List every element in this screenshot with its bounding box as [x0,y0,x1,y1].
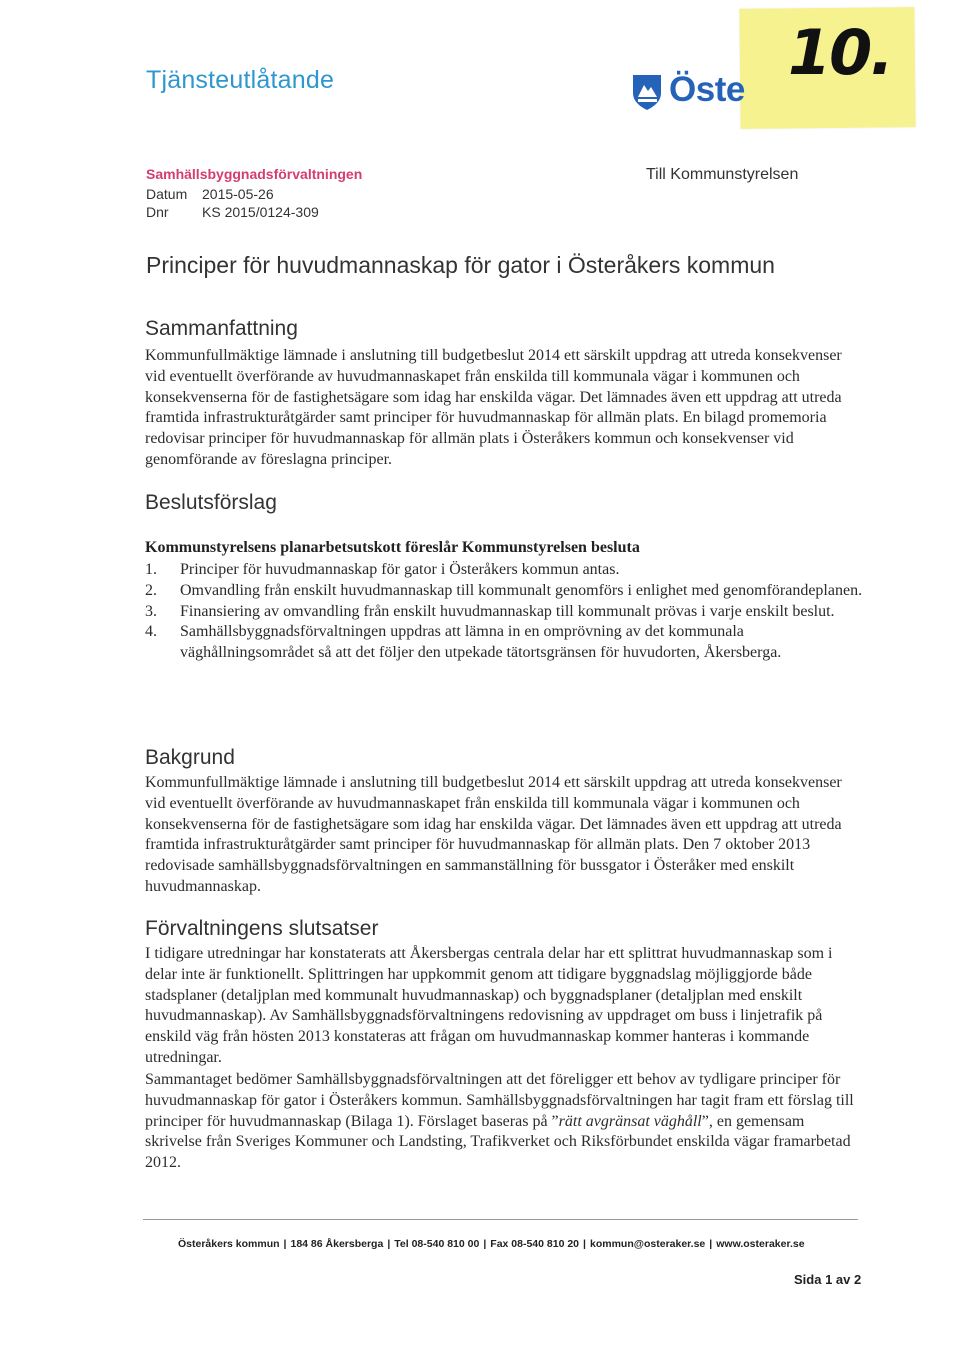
list-item-text: Samhällsbyggnadsförvaltningen uppdras att lämna in en omprövning av det kommunala väghållningsområdet så att det följer den utpekade tätortsgränsen för huvudorten, Åkersberga. [180,623,782,662]
proposal-intro: Kommunstyrelsens planarbetsutskott föreslår Kommunstyrelsen besluta [145,539,640,556]
conclusions-text-part: Sammantaget bedömer Samhällsbyggnadsförvaltningen att det föreligger ett behov av tydligare principer för huvudmannaskap för gator i Österåkers kommun. Samhällsbyggnadsförvaltningen har tagit fram ett förslag till principer för huvudmannaskap (Bilaga 1). Förslaget baseras på ” [145,1071,854,1130]
conclusions-paragraph-2 [145,1070,865,1174]
list-item [145,581,865,602]
footer-org: Österåkers kommun [178,1238,280,1250]
background-heading: Bakgrund [145,746,235,769]
document-type-heading: Tjänsteutlåtande [146,66,335,94]
list-item-number: 3. [145,602,157,620]
dnr-label: Dnr [146,204,169,220]
summary-text: Kommunfullmäktige lämnade i anslutning till budgetbeslut 2014 ett särskilt uppdrag att utreda konsekvenser vid eventuellt överförande av huvudmannaskapet från enskilda till kommunala vägar i kommunen och konsekvenserna för de fastighetsägare som idag har enskilda vägar. Det lämnades även ett uppdrag att utreda framtida infrastrukturåtgärder samt principer för huvudmannaskap för allmän plats. En bilagd promemoria redovisar principer för huvudmannaskap för allmän plats i Österåkers kommun och konsekvenser vid genomförande av föreslagna principer. [145,347,842,468]
list-item-text: Finansiering av omvandling från enskilt huvudmannaskap till kommunalt prövas i varje enskilt beslut. [180,602,835,620]
date-value: 2015-05-26 [202,186,274,202]
dnr-row [146,204,319,220]
list-item [145,622,865,664]
list-item-number: 4. [145,623,157,641]
footer-fax: Fax 08-540 810 20 [490,1238,580,1250]
list-item-text: Omvandling från enskilt huvudmannaskap till kommunalt genomförs i enlighet med genomförandeplanen. [180,581,863,599]
dnr-value: KS 2015/0124-309 [202,204,319,220]
proposal-list [145,560,865,664]
conclusions-paragraph-1: I tidigare utredningar har konstaterats att Åkersbergas centrala delar har ett splittrat huvudmannaskap som i delar inte är funktionellt. Splittringen har uppkommit genom att tidigare byggnadslag möjliggjorde både stadsplaner (detaljplan med kommunalt huvudmannaskap) och byggnadsplaner (detaljplan med enskilt huvudmannaskap). Av Samhällsbyggnadsförvaltningens redovisning av uppdraget om buss i linjetrafik på enskild väg från hösten 2013 konstateras att frågan om huvudmannaskap kommer hanteras i kommande utredningar. [145,945,833,1066]
page-number: Sida 1 av 2 [794,1272,862,1287]
footer-divider [143,1219,858,1220]
conclusions-heading: Förvaltningens slutsatser [145,917,379,940]
footer-address: 184 86 Åkersberga [290,1238,384,1250]
list-item-text: Principer för huvudmannaskap för gator i Österåkers kommun antas. [180,561,620,578]
proposal-heading: Beslutsförslag [145,491,277,514]
list-item-number: 2. [145,581,157,599]
background-text: Kommunfullmäktige lämnade i anslutning till budgetbeslut 2014 ett särskilt uppdrag att utreda konsekvenser vid eventuellt överförande av huvudmannaskapet från enskilda till kommunala vägar i kommunen och konsekvenserna för de fastighetsägare som idag har enskilda vägar. Det lämnades även ett uppdrag att utreda framtida infrastrukturåtgärder samt principer för huvudmannaskap för allmän plats. Den 7 oktober 2013 redovisade samhällsbyggnadsförvaltningen en sammanställning för bussgator i Österåker med enskilt huvudmannaskap. [145,774,842,895]
footer-email: kommun@osteraker.se [589,1238,706,1250]
date-row [146,186,274,202]
list-item [145,602,865,623]
summary-heading: Sammanfattning [145,317,298,340]
sticky-note-number: 10. [788,16,892,89]
conclusions-text-part: ”, en gemensam skrivelse från Sveriges Kommuner och Landsting, Trafikverket och Riksförbundet enskilda vägar framarbetad 2012. [145,1112,851,1172]
municipality-logo-text: Öste [669,70,745,109]
department-name: Samhällsbyggnadsförvaltningen [146,166,363,182]
footer-contact: Österåkers kommun | 184 86 Åkersberga | Tel 08-540 810 00 | Fax 08-540 810 20 | kommun@osteraker.se | www.osteraker.se [178,1238,805,1250]
footer-phone: Tel 08-540 810 00 [394,1238,480,1250]
list-item [145,560,865,581]
footer-web: www.osteraker.se [716,1238,805,1250]
municipality-shield-icon [631,73,663,111]
date-label: Datum [146,186,188,202]
list-item-number: 1. [145,561,157,578]
recipient: Till Kommunstyrelsen [646,166,799,183]
conclusions-quoted-title: rätt avgränsat väghåll [558,1112,702,1130]
page-title: Principer för huvudmannaskap för gator i Österåkers kommun [146,252,775,278]
